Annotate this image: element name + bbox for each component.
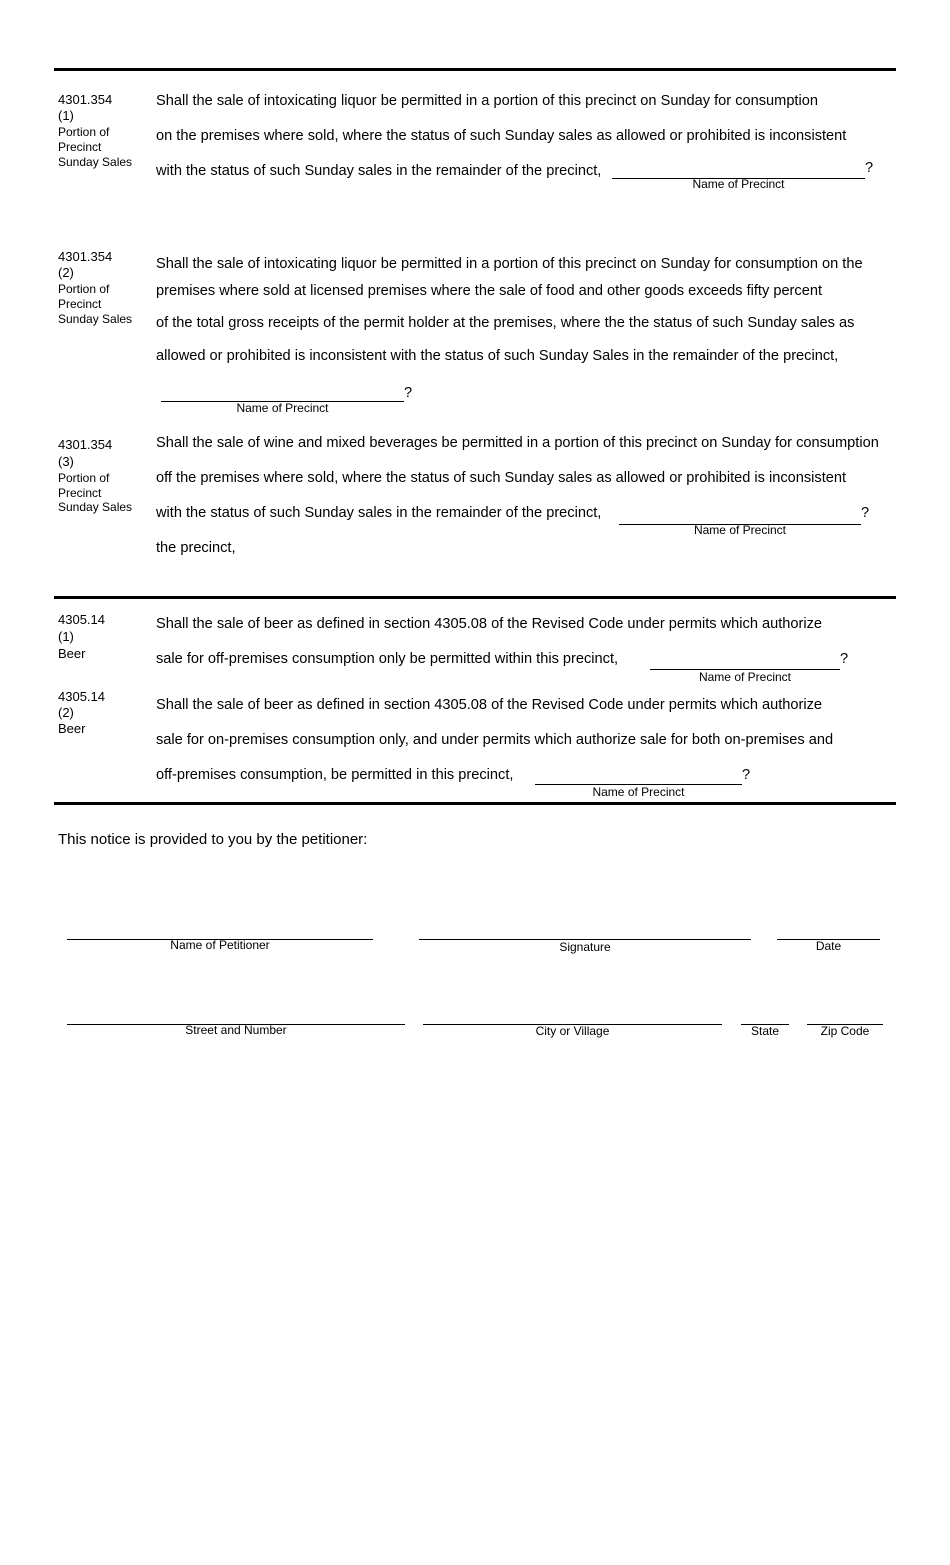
question-text: off-premises consumption, be permitted in this precinct, bbox=[156, 767, 514, 783]
section-divider-top bbox=[54, 68, 896, 71]
section-description: Precinct bbox=[58, 140, 102, 154]
section-subcode: (2) bbox=[58, 705, 74, 720]
question-mark: ? bbox=[404, 385, 413, 401]
section-divider-bottom bbox=[54, 802, 896, 805]
signature-label: Signature bbox=[559, 940, 611, 954]
question-text: sale for on-premises consumption only, and under permits which authorize sale for both on-premises and bbox=[156, 732, 834, 748]
question-text: Shall the sale of intoxicating liquor be permitted in a portion of this precinct on Sunday for consumption bbox=[156, 93, 818, 109]
question-text: Shall the sale of beer as defined in section 4305.08 of the Revised Code under permits which authorize bbox=[156, 697, 823, 713]
section-subcode: (3) bbox=[58, 454, 74, 469]
blank-caption: Name of Precinct bbox=[693, 523, 787, 537]
section-description: Beer bbox=[58, 646, 86, 661]
question-mark: ? bbox=[840, 651, 849, 667]
section-code: 4301.354 bbox=[58, 92, 113, 107]
petitioner-notice: This notice is provided to you by the petitioner: bbox=[58, 831, 368, 848]
section-description: Sunday Sales bbox=[58, 155, 133, 169]
zip-code-label: Zip Code bbox=[820, 1024, 870, 1038]
question-text: Shall the sale of wine and mixed beverages be permitted in a portion of this precinct on Sunday for consumption bbox=[156, 435, 879, 451]
question-mark: ? bbox=[742, 767, 751, 783]
section-subcode: (1) bbox=[58, 629, 74, 644]
question-text: with the status of such Sunday sales in the remainder of the precinct, bbox=[156, 163, 602, 179]
blank-caption: Name of Precinct bbox=[698, 670, 792, 684]
city-or-village-label: City or Village bbox=[535, 1024, 610, 1038]
blank-caption: Name of Precinct bbox=[236, 401, 329, 415]
question-text: on the premises where sold, where the status of such Sunday sales as allowed or prohibited is inconsistent bbox=[156, 128, 847, 144]
section-divider-middle bbox=[54, 596, 896, 599]
section-description: Portion of bbox=[58, 471, 110, 485]
question-text: Shall the sale of intoxicating liquor be permitted in a portion of this precinct on Sunday for consumption on the bbox=[156, 256, 863, 272]
question-mark: ? bbox=[865, 160, 874, 176]
date-label: Date bbox=[815, 939, 842, 953]
question-text: off the premises where sold, where the status of such Sunday sales as allowed or prohibited is inconsistent bbox=[156, 470, 847, 486]
question-mark: ? bbox=[861, 505, 870, 521]
section-code: 4301.354 bbox=[58, 437, 113, 452]
section-code: 4301.354 bbox=[58, 249, 113, 264]
question-text: premises where sold at licensed premises where the sale of food and other goods exceeds fifty percent bbox=[156, 283, 823, 299]
section-code: 4305.14 bbox=[58, 612, 105, 627]
section-code: 4305.14 bbox=[58, 689, 105, 704]
name-of-petitioner-label: Name of Petitioner bbox=[170, 938, 270, 952]
section-subcode: (2) bbox=[58, 265, 74, 280]
question-text: Shall the sale of beer as defined in section 4305.08 of the Revised Code under permits which authorize bbox=[156, 616, 823, 632]
section-description: Sunday Sales bbox=[58, 500, 133, 514]
question-text: the precinct, bbox=[156, 540, 236, 556]
question-text: sale for off-premises consumption only be permitted within this precinct, bbox=[156, 651, 619, 667]
section-description: Precinct bbox=[58, 297, 102, 311]
section-description: Sunday Sales bbox=[58, 312, 133, 326]
section-description: Portion of bbox=[58, 125, 110, 139]
question-text: with the status of such Sunday sales in the remainder of the precinct, bbox=[156, 505, 602, 521]
blank-caption: Name of Precinct bbox=[692, 177, 785, 191]
section-subcode: (1) bbox=[58, 108, 74, 123]
street-and-number-label: Street and Number bbox=[185, 1023, 287, 1037]
question-text: of the total gross receipts of the permit holder at the premises, where the the status of such Sunday sales as bbox=[156, 315, 855, 331]
section-description: Precinct bbox=[58, 486, 102, 500]
blank-caption: Name of Precinct bbox=[592, 785, 685, 799]
state-label: State bbox=[750, 1024, 780, 1038]
section-description: Portion of bbox=[58, 282, 110, 296]
question-text: allowed or prohibited is inconsistent with the status of such Sunday Sales in the remainder of the precinct, bbox=[156, 348, 839, 364]
section-description: Beer bbox=[58, 721, 86, 736]
